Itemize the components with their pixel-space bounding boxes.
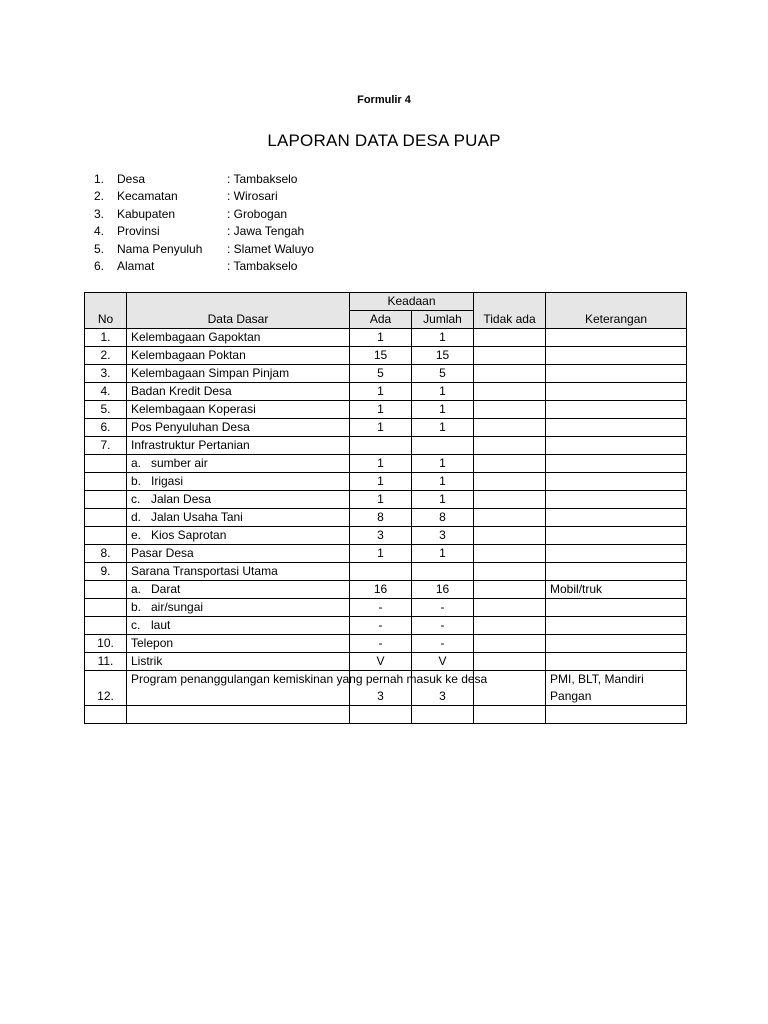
- row-ada: 16: [350, 581, 412, 599]
- table-row: [85, 563, 687, 581]
- info-value: : Jawa Tengah: [227, 224, 305, 239]
- row-ada: -: [350, 599, 412, 617]
- row-keterangan: [546, 509, 687, 527]
- row-number: [85, 527, 127, 545]
- table-row: [85, 671, 687, 706]
- row-jumlah: [412, 706, 474, 724]
- row-item-label: Telepon: [131, 636, 174, 650]
- info-value: : Tambakselo: [227, 171, 298, 186]
- row-jumlah: 5: [412, 365, 474, 383]
- header-ada: Ada: [350, 311, 412, 329]
- row-number: 7.: [85, 437, 127, 455]
- row-item-label: Irigasi: [151, 474, 184, 488]
- table-row: [85, 329, 687, 347]
- row-data-dasar: [127, 545, 350, 563]
- row-data-dasar: [127, 329, 350, 347]
- row-tidak-ada: [474, 581, 546, 599]
- table-row: [85, 599, 687, 617]
- row-jumlah: -: [412, 635, 474, 653]
- header-keterangan: Keterangan: [546, 293, 687, 329]
- row-jumlah: 3: [412, 527, 474, 545]
- form-label: Formulir 4: [357, 94, 411, 106]
- row-number: [85, 509, 127, 527]
- row-data-dasar: [127, 365, 350, 383]
- row-tidak-ada: [474, 419, 546, 437]
- row-number: [85, 617, 127, 635]
- row-sub-letter: c.: [131, 618, 141, 632]
- row-data-dasar: [127, 455, 350, 473]
- row-number: 9.: [85, 563, 127, 581]
- row-ada: 1: [350, 455, 412, 473]
- row-sub-letter: a.: [131, 456, 142, 470]
- info-value: : Tambakselo: [227, 259, 298, 274]
- row-ada: 1: [350, 383, 412, 401]
- row-number: [85, 599, 127, 617]
- row-ada: -: [350, 617, 412, 635]
- row-number: [85, 473, 127, 491]
- info-label: Provinsi: [117, 224, 160, 239]
- row-data-dasar: [127, 653, 350, 671]
- info-row: [94, 170, 314, 188]
- row-ada: [350, 563, 412, 581]
- row-jumlah: 1: [412, 419, 474, 437]
- row-data-dasar: [127, 581, 350, 599]
- data-table: [84, 292, 687, 724]
- row-jumlah: [412, 563, 474, 581]
- row-item-label: laut: [151, 618, 171, 632]
- info-row: [94, 188, 314, 206]
- row-jumlah: 3: [412, 671, 474, 706]
- row-item-label: Kelembagaan Koperasi: [131, 402, 256, 416]
- row-number: 5.: [85, 401, 127, 419]
- table-row: [85, 617, 687, 635]
- row-keterangan: PMI, BLT, Mandiri Pangan: [546, 671, 687, 706]
- row-ada: 1: [350, 473, 412, 491]
- row-data-dasar: [127, 437, 350, 455]
- row-keterangan: [546, 365, 687, 383]
- table-row: [85, 653, 687, 671]
- row-jumlah: 1: [412, 383, 474, 401]
- row-keterangan: [546, 635, 687, 653]
- info-row: [94, 223, 314, 241]
- row-jumlah: 1: [412, 545, 474, 563]
- info-number: 3.: [94, 206, 105, 221]
- row-tidak-ada: [474, 347, 546, 365]
- row-number: 8.: [85, 545, 127, 563]
- row-keterangan: [546, 419, 687, 437]
- row-tidak-ada: [474, 635, 546, 653]
- info-number: 2.: [94, 189, 105, 204]
- row-ada: 1: [350, 329, 412, 347]
- row-jumlah: 1: [412, 401, 474, 419]
- row-keterangan: [546, 653, 687, 671]
- row-number: 6.: [85, 419, 127, 437]
- row-keterangan: [546, 599, 687, 617]
- row-tidak-ada: [474, 455, 546, 473]
- row-tidak-ada: [474, 329, 546, 347]
- info-label: Kecamatan: [117, 189, 178, 204]
- row-keterangan: Mobil/truk: [546, 581, 687, 599]
- row-item-label: Darat: [151, 582, 181, 596]
- row-tidak-ada: [474, 491, 546, 509]
- row-keterangan: [546, 527, 687, 545]
- row-keterangan: [546, 617, 687, 635]
- table-row: [85, 365, 687, 383]
- row-jumlah: 1: [412, 491, 474, 509]
- row-data-dasar: [127, 347, 350, 365]
- row-item-label: sumber air: [151, 456, 208, 470]
- row-sub-letter: b.: [131, 600, 142, 614]
- row-data-dasar: [127, 527, 350, 545]
- row-jumlah: 1: [412, 455, 474, 473]
- header-jumlah: Jumlah: [412, 311, 474, 329]
- row-data-dasar: [127, 563, 350, 581]
- row-number: [85, 581, 127, 599]
- row-number: 4.: [85, 383, 127, 401]
- table-row: [85, 545, 687, 563]
- row-ada: 1: [350, 491, 412, 509]
- row-keterangan: [546, 545, 687, 563]
- table-row: [85, 581, 687, 599]
- info-label: Kabupaten: [117, 206, 176, 221]
- table-row: [85, 527, 687, 545]
- row-keterangan: [546, 347, 687, 365]
- row-ada: 5: [350, 365, 412, 383]
- info-value: : Wirosari: [227, 189, 278, 204]
- row-ada: 3: [350, 671, 412, 706]
- info-label: Desa: [117, 171, 146, 186]
- row-data-dasar: [127, 473, 350, 491]
- table-row: [85, 419, 687, 437]
- header-tidak-ada: Tidak ada: [474, 293, 546, 329]
- row-sub-letter: c.: [131, 492, 141, 506]
- row-tidak-ada: [474, 599, 546, 617]
- info-list: [94, 170, 314, 275]
- row-data-dasar: [127, 383, 350, 401]
- row-jumlah: -: [412, 599, 474, 617]
- row-ada: -: [350, 635, 412, 653]
- row-ada: 1: [350, 401, 412, 419]
- row-jumlah: 1: [412, 473, 474, 491]
- row-number: 12.: [85, 671, 127, 706]
- row-data-dasar: [127, 491, 350, 509]
- info-number: 1.: [94, 171, 105, 186]
- row-ada: 15: [350, 347, 412, 365]
- row-ada: 1: [350, 419, 412, 437]
- row-ada: [350, 437, 412, 455]
- info-row: [94, 240, 314, 258]
- table-row: [85, 383, 687, 401]
- row-ada: 3: [350, 527, 412, 545]
- row-keterangan: [546, 383, 687, 401]
- row-data-dasar: [127, 635, 350, 653]
- info-label: Alamat: [117, 259, 155, 274]
- row-tidak-ada: [474, 473, 546, 491]
- row-jumlah: 8: [412, 509, 474, 527]
- table-row: [85, 455, 687, 473]
- row-number: [85, 706, 127, 724]
- row-item-label: Listrik: [131, 654, 163, 668]
- row-tidak-ada: [474, 706, 546, 724]
- row-jumlah: V: [412, 653, 474, 671]
- row-item-label: Kelembagaan Simpan Pinjam: [131, 366, 290, 380]
- row-keterangan: [546, 455, 687, 473]
- row-item-label: air/sungai: [151, 600, 204, 614]
- row-jumlah: 15: [412, 347, 474, 365]
- row-jumlah: -: [412, 617, 474, 635]
- row-tidak-ada: [474, 365, 546, 383]
- row-data-dasar: [127, 419, 350, 437]
- row-item-label: Badan Kredit Desa: [131, 384, 232, 398]
- row-keterangan: [546, 706, 687, 724]
- row-ada: 1: [350, 545, 412, 563]
- row-jumlah: [412, 437, 474, 455]
- table-row: [85, 706, 687, 724]
- row-number: 2.: [85, 347, 127, 365]
- row-keterangan: [546, 437, 687, 455]
- row-item-label: Jalan Desa: [151, 492, 212, 506]
- table-row: [85, 491, 687, 509]
- table-row: [85, 347, 687, 365]
- row-keterangan: [546, 473, 687, 491]
- row-tidak-ada: [474, 545, 546, 563]
- row-item-label: Infrastruktur Pertanian: [131, 438, 250, 452]
- row-data-dasar: [127, 671, 488, 706]
- row-ada: V: [350, 653, 412, 671]
- row-tidak-ada: [474, 527, 546, 545]
- row-data-dasar: [127, 599, 350, 617]
- row-number: 10.: [85, 635, 127, 653]
- info-row: [94, 205, 314, 223]
- row-keterangan: [546, 491, 687, 509]
- row-item-label: Kelembagaan Poktan: [131, 348, 246, 362]
- row-data-dasar: [127, 617, 350, 635]
- row-jumlah: 1: [412, 329, 474, 347]
- row-tidak-ada: [474, 509, 546, 527]
- row-item-label: Pasar Desa: [131, 546, 194, 560]
- row-tidak-ada: [474, 563, 546, 581]
- row-data-dasar: [127, 509, 350, 527]
- table-row: [85, 473, 687, 491]
- info-value: : Grobogan: [227, 206, 288, 221]
- row-number: [85, 455, 127, 473]
- row-number: 3.: [85, 365, 127, 383]
- table-row: [85, 509, 687, 527]
- table-row: [85, 401, 687, 419]
- header-keadaan: Keadaan: [350, 293, 474, 311]
- row-number: [85, 491, 127, 509]
- page-title: LAPORAN DATA DESA PUAP: [267, 131, 501, 150]
- header-data-dasar: Data Dasar: [127, 293, 350, 329]
- row-number: 11.: [85, 653, 127, 671]
- row-data-dasar: [127, 401, 350, 419]
- row-tidak-ada: [474, 653, 546, 671]
- info-number: 4.: [94, 224, 105, 239]
- row-item-label: Sarana Transportasi Utama: [131, 564, 278, 578]
- row-number: 1.: [85, 329, 127, 347]
- row-sub-letter: e.: [131, 528, 142, 542]
- header-no: No: [85, 293, 127, 329]
- row-data-dasar: [127, 706, 350, 724]
- row-keterangan: [546, 329, 687, 347]
- row-item-label: Kelembagaan Gapoktan: [131, 330, 261, 344]
- table-row: [85, 437, 687, 455]
- row-ada: [350, 706, 412, 724]
- table-row: [85, 635, 687, 653]
- row-item-label: Pos Penyuluhan Desa: [131, 420, 250, 434]
- row-item-label: Kios Saprotan: [151, 528, 227, 542]
- info-label: Nama Penyuluh: [117, 241, 203, 256]
- row-tidak-ada: [474, 437, 546, 455]
- row-jumlah: 16: [412, 581, 474, 599]
- row-keterangan: [546, 401, 687, 419]
- row-keterangan: [546, 563, 687, 581]
- row-ada: 8: [350, 509, 412, 527]
- row-item-label: Jalan Usaha Tani: [151, 510, 243, 524]
- info-value: : Slamet Waluyo: [227, 241, 314, 256]
- row-tidak-ada: [474, 617, 546, 635]
- info-row: [94, 258, 314, 276]
- row-sub-letter: d.: [131, 510, 142, 524]
- row-tidak-ada: [474, 383, 546, 401]
- row-item-label: Program penanggulangan kemiskinan yang pernah masuk ke desa: [131, 672, 488, 686]
- row-tidak-ada: [474, 401, 546, 419]
- info-number: 6.: [94, 259, 105, 274]
- info-number: 5.: [94, 241, 105, 256]
- row-sub-letter: a.: [131, 582, 142, 596]
- row-sub-letter: b.: [131, 474, 142, 488]
